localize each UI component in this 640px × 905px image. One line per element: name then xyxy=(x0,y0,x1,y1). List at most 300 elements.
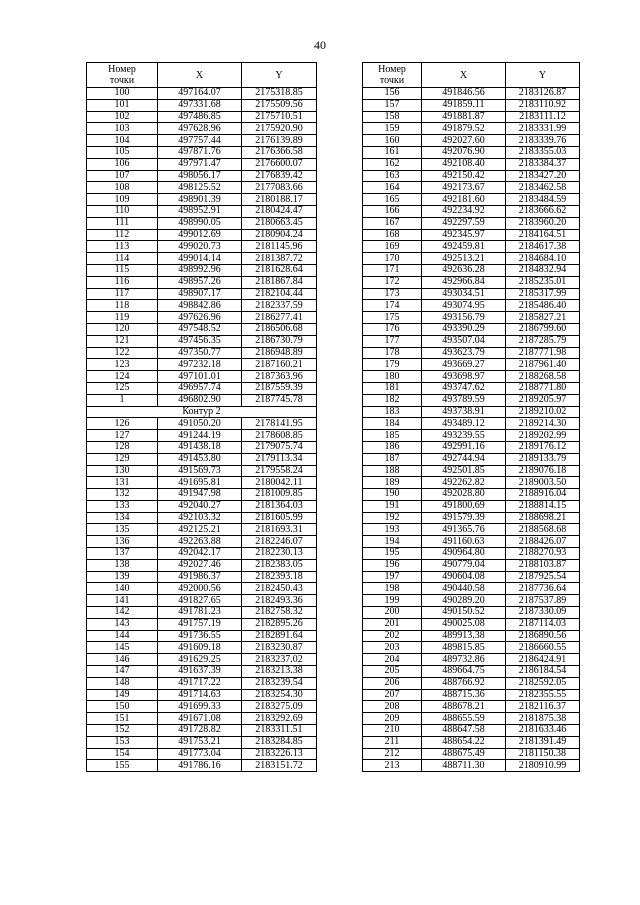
x-coordinate-cell: 491773.04 xyxy=(158,748,242,760)
point-number-cell: 132 xyxy=(87,489,158,501)
table-row xyxy=(363,371,580,383)
point-number-cell: 134 xyxy=(87,512,158,524)
x-coordinate-cell: 491786.16 xyxy=(158,760,242,772)
point-number-cell: 147 xyxy=(87,666,158,678)
point-number-cell: 174 xyxy=(363,300,422,312)
point-number-cell: 179 xyxy=(363,359,422,371)
y-coordinate-cell: 2181867.84 xyxy=(242,276,317,288)
point-number-cell: 110 xyxy=(87,205,158,217)
point-number-cell: 111 xyxy=(87,217,158,229)
x-coordinate-cell: 493738.91 xyxy=(422,406,506,418)
point-number-cell: 1 xyxy=(87,394,158,406)
y-coordinate-cell: 2185235.01 xyxy=(506,276,580,288)
y-coordinate-cell: 2181145.96 xyxy=(242,241,317,253)
x-coordinate-cell: 493489.12 xyxy=(422,418,506,430)
point-number-cell: 194 xyxy=(363,536,422,548)
y-coordinate-cell: 2188268.58 xyxy=(506,371,580,383)
y-coordinate-cell: 2187559.39 xyxy=(242,382,317,394)
point-number-cell: 128 xyxy=(87,441,158,453)
x-coordinate-cell: 489913.38 xyxy=(422,630,506,642)
table-row xyxy=(87,465,317,477)
point-number-cell: 125 xyxy=(87,382,158,394)
table-row xyxy=(363,253,580,265)
y-coordinate-cell: 2186799.60 xyxy=(506,323,580,335)
point-number-cell: 201 xyxy=(363,618,422,630)
y-coordinate-cell: 2185317.99 xyxy=(506,288,580,300)
point-number-cell: 200 xyxy=(363,607,422,619)
x-coordinate-cell: 497164.07 xyxy=(158,88,242,100)
y-coordinate-cell: 2179558.24 xyxy=(242,465,317,477)
table-row xyxy=(363,736,580,748)
x-coordinate-cell: 491859.11 xyxy=(422,99,506,111)
y-coordinate-cell: 2182393.18 xyxy=(242,571,317,583)
table-row xyxy=(87,477,317,489)
y-coordinate-cell: 2183226.13 xyxy=(242,748,317,760)
y-coordinate-cell: 2180042.11 xyxy=(242,477,317,489)
x-coordinate-cell: 497101.01 xyxy=(158,371,242,383)
x-coordinate-cell: 497626.96 xyxy=(158,312,242,324)
y-coordinate-cell: 2180424.47 xyxy=(242,205,317,217)
y-coordinate-cell: 2182895.26 xyxy=(242,618,317,630)
table-row xyxy=(87,583,317,595)
table-row xyxy=(363,146,580,158)
x-coordinate-cell: 491671.08 xyxy=(158,713,242,725)
point-number-cell: 159 xyxy=(363,123,422,135)
x-coordinate-cell: 491986.37 xyxy=(158,571,242,583)
x-coordinate-cell: 488655.59 xyxy=(422,713,506,725)
table-row xyxy=(363,241,580,253)
x-coordinate-cell: 491160.63 xyxy=(422,536,506,548)
y-coordinate-cell: 2178608.85 xyxy=(242,430,317,442)
table-row xyxy=(363,382,580,394)
table-row xyxy=(87,253,317,265)
x-coordinate-cell: 490289.20 xyxy=(422,595,506,607)
point-number-cell: 185 xyxy=(363,430,422,442)
table-row xyxy=(363,300,580,312)
point-number-cell: 115 xyxy=(87,264,158,276)
y-coordinate-cell: 2183462.58 xyxy=(506,182,580,194)
x-coordinate-cell: 492263.88 xyxy=(158,536,242,548)
y-coordinate-cell: 2186890.56 xyxy=(506,630,580,642)
point-number-cell: 129 xyxy=(87,453,158,465)
x-coordinate-cell: 491453.80 xyxy=(158,453,242,465)
x-coordinate-cell: 491365.76 xyxy=(422,524,506,536)
table-row xyxy=(363,288,580,300)
table-row xyxy=(363,559,580,571)
point-number-cell: 187 xyxy=(363,453,422,465)
x-coordinate-cell: 491569.73 xyxy=(158,465,242,477)
x-coordinate-cell: 493623.79 xyxy=(422,347,506,359)
x-coordinate-cell: 492262.82 xyxy=(422,477,506,489)
x-coordinate-cell: 490604.08 xyxy=(422,571,506,583)
point-number-cell: 152 xyxy=(87,725,158,737)
y-coordinate-cell: 2176366.58 xyxy=(242,146,317,158)
y-coordinate-cell: 2182891.64 xyxy=(242,630,317,642)
point-number-cell: 162 xyxy=(363,158,422,170)
y-coordinate-cell: 2180188.17 xyxy=(242,194,317,206)
x-coordinate-cell: 492028.80 xyxy=(422,489,506,501)
point-number-cell: 177 xyxy=(363,335,422,347)
y-coordinate-cell: 2176139.89 xyxy=(242,135,317,147)
x-coordinate-cell: 492513.21 xyxy=(422,253,506,265)
point-number-cell: 164 xyxy=(363,182,422,194)
x-coordinate-cell: 491728.82 xyxy=(158,725,242,737)
table-row xyxy=(363,713,580,725)
point-number-cell: 198 xyxy=(363,583,422,595)
y-coordinate-cell: 2181628.64 xyxy=(242,264,317,276)
table-row xyxy=(87,595,317,607)
point-number-cell: 213 xyxy=(363,760,422,772)
table-row xyxy=(87,441,317,453)
y-coordinate-cell: 2183230.87 xyxy=(242,642,317,654)
x-coordinate-cell: 497456.35 xyxy=(158,335,242,347)
x-coordinate-cell: 497331.68 xyxy=(158,99,242,111)
table-row xyxy=(363,99,580,111)
point-number-cell: 116 xyxy=(87,276,158,288)
point-number-cell: 155 xyxy=(87,760,158,772)
point-number-cell: 109 xyxy=(87,194,158,206)
table-row xyxy=(363,666,580,678)
point-number-cell: 131 xyxy=(87,477,158,489)
point-number-cell: 120 xyxy=(87,323,158,335)
x-coordinate-cell: 488711.30 xyxy=(422,760,506,772)
table-row xyxy=(87,205,317,217)
y-coordinate-cell: 2175509.56 xyxy=(242,99,317,111)
point-number-cell: 130 xyxy=(87,465,158,477)
table-row xyxy=(363,642,580,654)
table-row xyxy=(87,418,317,430)
x-coordinate-cell: 498842.86 xyxy=(158,300,242,312)
x-coordinate-cell: 490150.52 xyxy=(422,607,506,619)
table-row xyxy=(363,618,580,630)
table-row xyxy=(87,88,317,100)
y-coordinate-cell: 2189176.12 xyxy=(506,441,580,453)
point-number-cell: 199 xyxy=(363,595,422,607)
y-coordinate-cell: 2181364.03 xyxy=(242,500,317,512)
point-number-cell: 113 xyxy=(87,241,158,253)
y-coordinate-cell: 2186730.79 xyxy=(242,335,317,347)
y-coordinate-cell: 2186424.91 xyxy=(506,654,580,666)
y-coordinate-cell: 2175710.51 xyxy=(242,111,317,123)
y-coordinate-cell: 2179075.74 xyxy=(242,441,317,453)
table-row xyxy=(87,300,317,312)
table-row xyxy=(87,512,317,524)
x-coordinate-cell: 492076.90 xyxy=(422,146,506,158)
point-number-cell: 180 xyxy=(363,371,422,383)
table-row xyxy=(87,677,317,689)
section-row xyxy=(87,406,317,418)
table-row xyxy=(363,607,580,619)
point-number-cell: 203 xyxy=(363,642,422,654)
y-coordinate-cell: 2185486.40 xyxy=(506,300,580,312)
y-coordinate-cell: 2185827.21 xyxy=(506,312,580,324)
x-coordinate-cell: 492297.59 xyxy=(422,217,506,229)
x-coordinate-cell: 498952.91 xyxy=(158,205,242,217)
table-row xyxy=(87,430,317,442)
y-coordinate-cell: 2180910.99 xyxy=(506,760,580,772)
point-number-cell: 196 xyxy=(363,559,422,571)
point-number-cell: 188 xyxy=(363,465,422,477)
table-row xyxy=(363,677,580,689)
y-coordinate-cell: 2189076.18 xyxy=(506,465,580,477)
x-coordinate-cell: 491695.81 xyxy=(158,477,242,489)
x-coordinate-cell: 497628.96 xyxy=(158,123,242,135)
x-coordinate-cell: 492181.60 xyxy=(422,194,506,206)
y-coordinate-cell: 2186948.89 xyxy=(242,347,317,359)
x-coordinate-cell: 491947.98 xyxy=(158,489,242,501)
table-row xyxy=(87,335,317,347)
point-number-cell: 143 xyxy=(87,618,158,630)
table-row xyxy=(363,406,580,418)
y-coordinate-cell: 2183110.92 xyxy=(506,99,580,111)
table-row xyxy=(87,618,317,630)
y-coordinate-cell: 2181391.49 xyxy=(506,736,580,748)
x-coordinate-cell: 493747.62 xyxy=(422,382,506,394)
x-coordinate-cell: 488766.92 xyxy=(422,677,506,689)
x-coordinate-cell: 492150.42 xyxy=(422,170,506,182)
table-row xyxy=(363,194,580,206)
point-number-cell: 175 xyxy=(363,312,422,324)
x-coordinate-cell: 491846.56 xyxy=(422,88,506,100)
point-number-cell: 139 xyxy=(87,571,158,583)
y-coordinate-cell: 2188270.93 xyxy=(506,548,580,560)
point-number-cell: 156 xyxy=(363,88,422,100)
x-coordinate-cell: 496957.74 xyxy=(158,382,242,394)
x-coordinate-cell: 497232.18 xyxy=(158,359,242,371)
point-number-cell: 146 xyxy=(87,654,158,666)
x-coordinate-cell: 488715.36 xyxy=(422,689,506,701)
y-coordinate-cell: 2182337.59 xyxy=(242,300,317,312)
point-number-cell: 103 xyxy=(87,123,158,135)
point-number-cell: 154 xyxy=(87,748,158,760)
point-number-cell: 136 xyxy=(87,536,158,548)
point-number-cell: 209 xyxy=(363,713,422,725)
table-row xyxy=(363,359,580,371)
header-x: X xyxy=(422,63,506,88)
table-row xyxy=(87,654,317,666)
point-number-cell: 158 xyxy=(363,111,422,123)
point-number-cell: 149 xyxy=(87,689,158,701)
y-coordinate-cell: 2181693.31 xyxy=(242,524,317,536)
header-y: Y xyxy=(506,63,580,88)
y-coordinate-cell: 2181875.38 xyxy=(506,713,580,725)
point-number-cell: 197 xyxy=(363,571,422,583)
table-row xyxy=(87,158,317,170)
y-coordinate-cell: 2182104.44 xyxy=(242,288,317,300)
x-coordinate-cell: 493789.59 xyxy=(422,394,506,406)
table-row xyxy=(363,760,580,772)
x-coordinate-cell: 497548.52 xyxy=(158,323,242,335)
x-coordinate-cell: 493034.51 xyxy=(422,288,506,300)
table-row xyxy=(87,736,317,748)
point-number-cell: 133 xyxy=(87,500,158,512)
table-row xyxy=(87,394,317,406)
table-body-left xyxy=(87,88,317,772)
table-row xyxy=(363,583,580,595)
x-coordinate-cell: 493239.55 xyxy=(422,430,506,442)
y-coordinate-cell: 2183254.30 xyxy=(242,689,317,701)
table-row xyxy=(87,371,317,383)
x-coordinate-cell: 492459.81 xyxy=(422,241,506,253)
point-number-cell: 142 xyxy=(87,607,158,619)
header-x: X xyxy=(158,63,242,88)
y-coordinate-cell: 2183213.38 xyxy=(242,666,317,678)
x-coordinate-cell: 491244.19 xyxy=(158,430,242,442)
point-number-cell: 137 xyxy=(87,548,158,560)
y-coordinate-cell: 2189205.97 xyxy=(506,394,580,406)
y-coordinate-cell: 2182592.05 xyxy=(506,677,580,689)
y-coordinate-cell: 2184832.94 xyxy=(506,264,580,276)
x-coordinate-cell: 492991.16 xyxy=(422,441,506,453)
point-number-cell: 171 xyxy=(363,264,422,276)
table-row xyxy=(363,524,580,536)
x-coordinate-cell: 493156.79 xyxy=(422,312,506,324)
header-point-number xyxy=(87,63,158,88)
x-coordinate-cell: 499012.69 xyxy=(158,229,242,241)
y-coordinate-cell: 2186277.41 xyxy=(242,312,317,324)
table-row xyxy=(87,725,317,737)
table-row xyxy=(87,607,317,619)
point-number-cell: 166 xyxy=(363,205,422,217)
point-number-cell: 190 xyxy=(363,489,422,501)
y-coordinate-cell: 2183666.62 xyxy=(506,205,580,217)
table-row xyxy=(363,170,580,182)
table-row xyxy=(87,713,317,725)
y-coordinate-cell: 2183275.09 xyxy=(242,701,317,713)
table-row xyxy=(363,453,580,465)
x-coordinate-cell: 492744.94 xyxy=(422,453,506,465)
table-row xyxy=(87,524,317,536)
table-row xyxy=(87,559,317,571)
x-coordinate-cell: 498957.26 xyxy=(158,276,242,288)
point-number-cell: 106 xyxy=(87,158,158,170)
table-row xyxy=(87,217,317,229)
point-number-cell: 140 xyxy=(87,583,158,595)
y-coordinate-cell: 2189210.02 xyxy=(506,406,580,418)
table-row xyxy=(363,430,580,442)
point-number-cell: 126 xyxy=(87,418,158,430)
x-coordinate-cell: 492027.60 xyxy=(422,135,506,147)
point-number-cell: 108 xyxy=(87,182,158,194)
y-coordinate-cell: 2183126.87 xyxy=(506,88,580,100)
x-coordinate-cell: 492234.92 xyxy=(422,205,506,217)
y-coordinate-cell: 2187771.98 xyxy=(506,347,580,359)
table-row xyxy=(363,182,580,194)
table-row xyxy=(363,264,580,276)
point-number-cell: 204 xyxy=(363,654,422,666)
y-coordinate-cell: 2182493.36 xyxy=(242,595,317,607)
x-coordinate-cell: 498901.39 xyxy=(158,194,242,206)
y-coordinate-cell: 2181387.72 xyxy=(242,253,317,265)
point-number-cell: 117 xyxy=(87,288,158,300)
point-number-cell: 173 xyxy=(363,288,422,300)
point-number-cell: 165 xyxy=(363,194,422,206)
y-coordinate-cell: 2183339.76 xyxy=(506,135,580,147)
point-number-cell: 163 xyxy=(363,170,422,182)
x-coordinate-cell: 492966.84 xyxy=(422,276,506,288)
y-coordinate-cell: 2181633.46 xyxy=(506,725,580,737)
point-number-cell: 104 xyxy=(87,135,158,147)
y-coordinate-cell: 2181150.38 xyxy=(506,748,580,760)
y-coordinate-cell: 2183484.59 xyxy=(506,194,580,206)
y-coordinate-cell: 2187114.03 xyxy=(506,618,580,630)
point-number-cell: 212 xyxy=(363,748,422,760)
x-coordinate-cell: 493074.95 xyxy=(422,300,506,312)
table-row xyxy=(87,323,317,335)
point-number-cell: 211 xyxy=(363,736,422,748)
page-number: 40 xyxy=(314,38,326,52)
point-number-cell: 138 xyxy=(87,559,158,571)
point-number-cell: 153 xyxy=(87,736,158,748)
table-row xyxy=(87,630,317,642)
x-coordinate-cell: 492636.28 xyxy=(422,264,506,276)
y-coordinate-cell: 2183960.20 xyxy=(506,217,580,229)
table-row xyxy=(87,760,317,772)
x-coordinate-cell: 489732.86 xyxy=(422,654,506,666)
y-coordinate-cell: 2177083.66 xyxy=(242,182,317,194)
x-coordinate-cell: 491637.39 xyxy=(158,666,242,678)
x-coordinate-cell: 497486.85 xyxy=(158,111,242,123)
table-row xyxy=(87,548,317,560)
point-number-cell: 202 xyxy=(363,630,422,642)
point-number-cell: 161 xyxy=(363,146,422,158)
x-coordinate-cell: 492345.97 xyxy=(422,229,506,241)
point-number-cell: 182 xyxy=(363,394,422,406)
y-coordinate-cell: 2176839.42 xyxy=(242,170,317,182)
table-header-row xyxy=(87,63,317,88)
point-number-cell: 100 xyxy=(87,88,158,100)
y-coordinate-cell: 2188698.21 xyxy=(506,512,580,524)
point-number-cell: 151 xyxy=(87,713,158,725)
x-coordinate-cell: 492501.85 xyxy=(422,465,506,477)
point-number-cell: 178 xyxy=(363,347,422,359)
x-coordinate-cell: 492103.32 xyxy=(158,512,242,524)
x-coordinate-cell: 499020.73 xyxy=(158,241,242,253)
table-row xyxy=(87,500,317,512)
table-row xyxy=(87,146,317,158)
table-row xyxy=(363,323,580,335)
y-coordinate-cell: 2183355.03 xyxy=(506,146,580,158)
table-row xyxy=(87,359,317,371)
point-number-cell: 205 xyxy=(363,666,422,678)
header-point-number xyxy=(363,63,422,88)
x-coordinate-cell: 491879.52 xyxy=(422,123,506,135)
y-coordinate-cell: 2187160.21 xyxy=(242,359,317,371)
y-coordinate-cell: 2183239.54 xyxy=(242,677,317,689)
coordinates-table-right xyxy=(362,62,580,772)
x-coordinate-cell: 491714.63 xyxy=(158,689,242,701)
table-row xyxy=(363,571,580,583)
x-coordinate-cell: 492125.21 xyxy=(158,524,242,536)
point-number-cell: 193 xyxy=(363,524,422,536)
point-number-cell: 160 xyxy=(363,135,422,147)
table-row xyxy=(363,441,580,453)
y-coordinate-cell: 2182383.05 xyxy=(242,559,317,571)
section-title: Контур 2 xyxy=(87,406,317,418)
point-number-cell: 105 xyxy=(87,146,158,158)
table-row xyxy=(87,135,317,147)
point-number-cell: 181 xyxy=(363,382,422,394)
table-row xyxy=(363,205,580,217)
point-number-cell: 157 xyxy=(363,99,422,111)
y-coordinate-cell: 2187961.40 xyxy=(506,359,580,371)
x-coordinate-cell: 492000.56 xyxy=(158,583,242,595)
table-row xyxy=(363,418,580,430)
y-coordinate-cell: 2180904.24 xyxy=(242,229,317,241)
table-row xyxy=(363,465,580,477)
x-coordinate-cell: 492173.67 xyxy=(422,182,506,194)
table-row xyxy=(363,229,580,241)
